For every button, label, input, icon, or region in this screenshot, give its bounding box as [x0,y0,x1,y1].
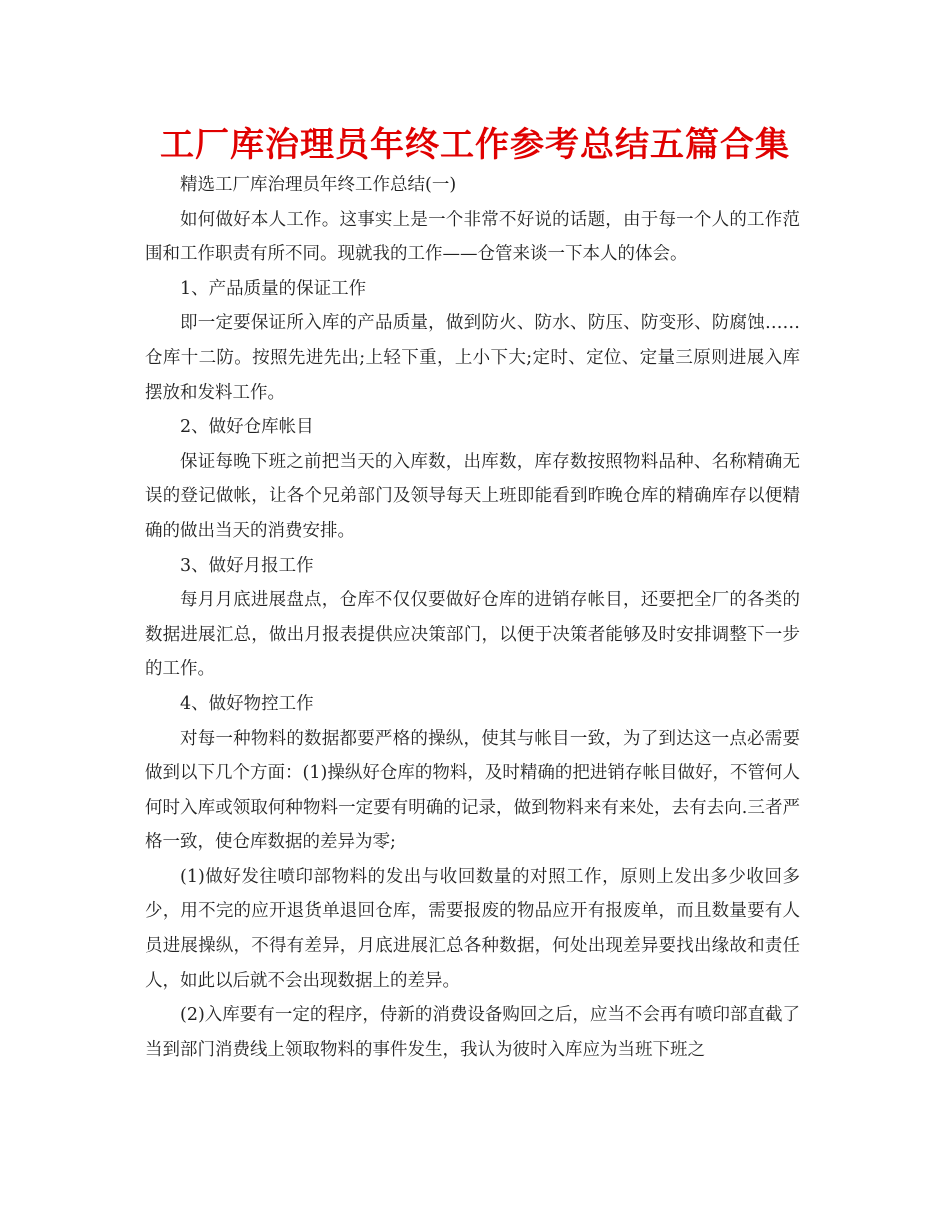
section-heading: 3、做好月报工作 [180,555,314,576]
document-title: 工厂库治理员年终工作参考总结五篇合集 [160,125,790,165]
paragraph: 对每一种物料的数据都要严格的操纵，使其与帐目一致，为了到达这一点必需要做到以下几个方面：(1)操纵好仓库的物料，及时精确的把进销存帐目做好，不管何人何时入库或领取何种物料一定要有明确的记录，做到物料来有来处，去有去向.三者严格一致，使仓库数据的差异为零; [145,728,800,853]
paragraph: (1)做好发往喷印部物料的发出与收回数量的对照工作，原则上发出多少收回多少，用不完的应开退货单退回仓库，需要报废的物品应开有报废单，而且数量要有人员进展操纵，不得有差异，月底进展汇总各种数据，何处出现差异要找出缘故和责任人，如此以后就不会出现数据上的差异。 [145,866,800,991]
paragraph: (2)入库要有一定的程序，侍新的消费设备购回之后，应当不会再有喷印部直截了当到部门消费线上领取物料的事件发生，我认为彼时入库应为当班下班之 [145,1005,800,1060]
paragraph: 保证每晚下班之前把当天的入库数，出库数，库存数按照物料品种、名称精确无误的登记做帐，让各个兄弟部门及领导每天上班即能看到昨晚仓库的精确库存以便精确的做出当天的消费安排。 [145,451,800,541]
paragraph-subtitle: 精选工厂库治理员年终工作总结(一) [180,175,457,195]
paragraph: 如何做好本人工作。这事实上是一个非常不好说的话题，由于每一个人的工作范围和工作职责有所不同。现就我的工作——仓管来谈一下本人的体会。 [145,209,800,265]
paragraph: 即一定要保证所入库的产品质量，做到防火、防水、防压、防变形、防腐蚀……仓库十二防。按照先进先出;上轻下重，上小下大;定时、定位、定量三原则进展入库摆放和发料工作。 [145,313,800,403]
section-heading: 1、产品质量的保证工作 [180,278,367,299]
paragraph: 每月月底进展盘点，仓库不仅仅要做好仓库的进销存帐目，还要把全厂的各类的数据进展汇总，做出月报表提供应决策部门，以便于决策者能够及时安排调整下一步的工作。 [145,590,800,680]
document-body [145,168,800,1067]
section-heading: 4、做好物控工作 [180,693,314,714]
section-heading: 2、做好仓库帐目 [180,417,314,438]
